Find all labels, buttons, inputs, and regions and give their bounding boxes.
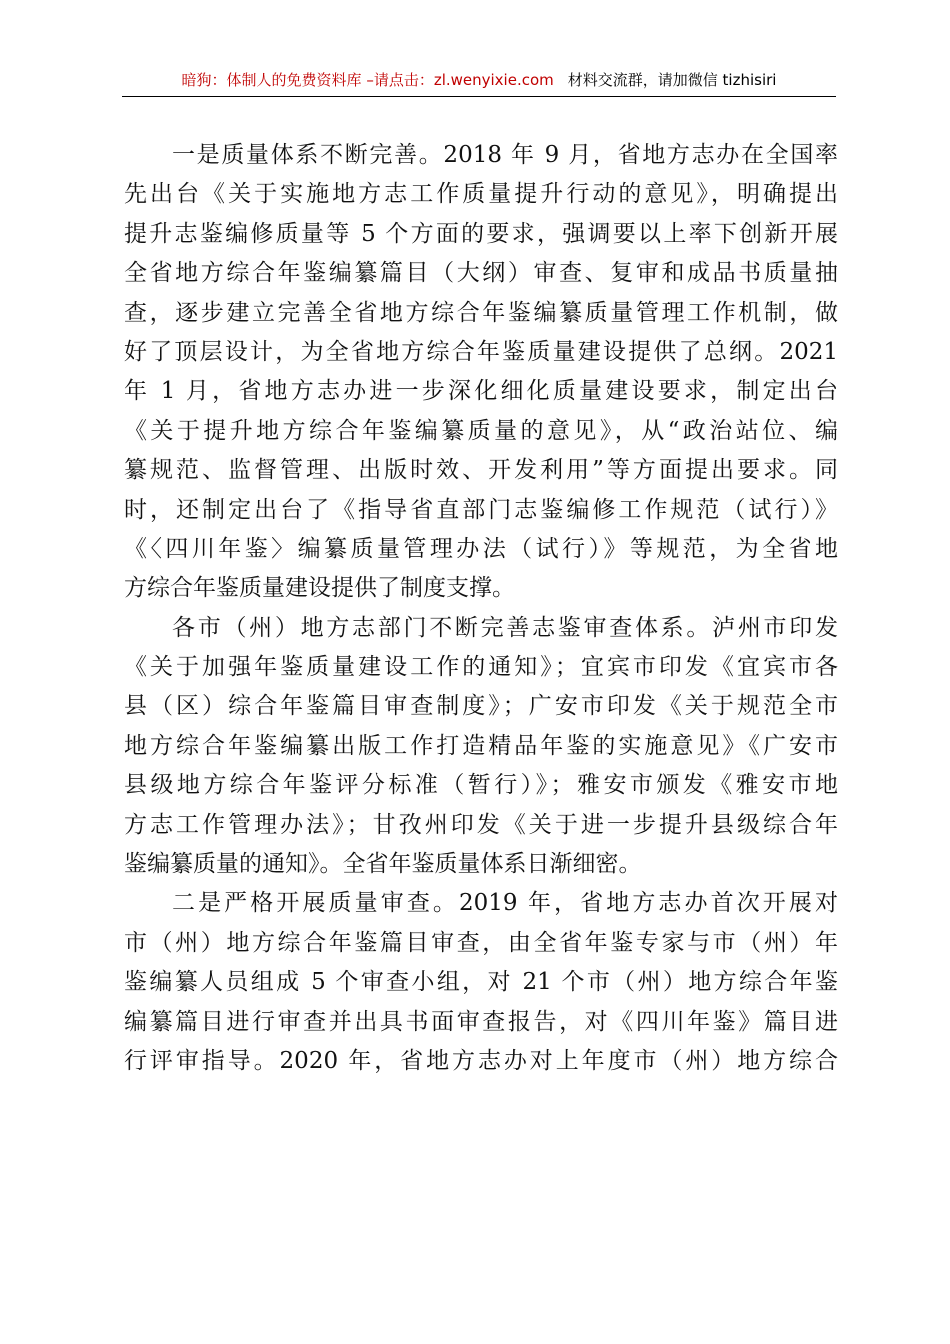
document-body (124, 136, 838, 1081)
text-line: 地方综合年鉴编纂出版工作打造精品年鉴的实施意见》《广安市 (124, 732, 838, 759)
text-line: 《关于加强年鉴质量建设工作的通知》；宜宾市印发《宜宾市各 (124, 654, 838, 681)
text-line: 时，还制定出台了《指导省直部门志鉴编修工作规范（试行）》 (124, 496, 838, 523)
text-line: 《关于提升地方综合年鉴编纂质量的意见》，从“政治站位、编 (124, 417, 838, 444)
text-line: 行评审指导。2020 年，省地方志办对上年度市（州）地方综合 (124, 1047, 838, 1074)
header-promo-text: 暗狗：体制人的免费资料库 –请点击：zl.wenyixie.com (181, 71, 554, 89)
text-line: 编纂篇目进行审查并出具书面审查报告，对《四川年鉴》篇目进 (124, 1008, 838, 1035)
text-line: 全省地方综合年鉴编纂篇目（大纲）审查、复审和成品书质量抽 (124, 260, 838, 287)
header-contact-text: 材料交流群，请加微信 tizhisiri (567, 71, 777, 89)
paragraph-quality-system (124, 136, 838, 609)
text-line: 各市（州）地方志部门不断完善志鉴审查体系。泸州市印发 (172, 614, 838, 641)
text-line: 纂规范、监督管理、出版时效、开发利用”等方面提出要求。同 (124, 457, 838, 484)
text-line: 一是质量体系不断完善。2018 年 9 月，省地方志办在全国率 (172, 142, 838, 168)
text-line: 鉴编纂质量的通知》。全省年鉴质量体系日渐细密。 (124, 851, 642, 878)
text-line: 年 1 月，省地方志办进一步深化细化质量建设要求，制定出台 (124, 378, 838, 405)
text-line: 方志工作管理办法》；甘孜州印发《关于进一步提升县级综合年 (124, 811, 838, 838)
text-line: 方综合年鉴质量建设提供了制度支撑。 (124, 575, 515, 602)
text-line: 提升志鉴编修质量等 5 个方面的要求，强调要以上率下创新开展 (124, 220, 838, 247)
page-header (122, 70, 836, 97)
text-line: 鉴编纂人员组成 5 个审查小组，对 21 个市（州）地方综合年鉴 (124, 969, 838, 996)
text-line: 市（州）地方综合年鉴篇目审查，由全省年鉴专家与市（州）年 (124, 929, 838, 956)
text-line: 《〈四川年鉴〉编纂质量管理办法（试行）》等规范，为全省地 (124, 535, 838, 562)
text-line: 县级地方综合年鉴评分标准（暂行）》；雅安市颁发《雅安市地 (124, 772, 838, 799)
text-line: 先出台《关于实施地方志工作质量提升行动的意见》，明确提出 (124, 181, 838, 208)
text-line: 查，逐步建立完善全省地方综合年鉴编纂质量管理工作机制，做 (124, 299, 838, 326)
text-line: 二是严格开展质量审查。2019 年，省地方志办首次开展对 (172, 890, 838, 917)
paragraph-quality-review (124, 884, 838, 1081)
text-line: 县（区）综合年鉴篇目审查制度》；广安市印发《关于规范全市 (124, 693, 838, 720)
paragraph-city-review (124, 609, 838, 885)
text-line: 好了顶层设计，为全省地方综合年鉴质量建设提供了总纲。2021 (124, 338, 838, 365)
